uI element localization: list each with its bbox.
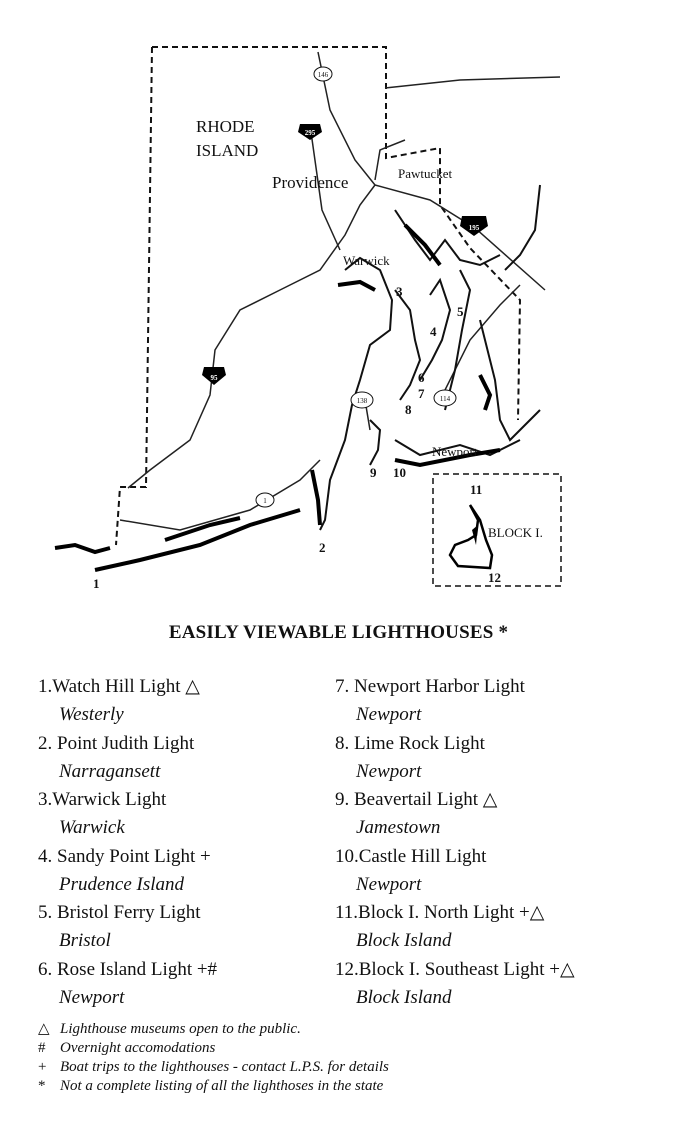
state-label-island: ISLAND <box>196 141 259 160</box>
footnote-text: Boat trips to the lighthouses - contact L.P.S. for details <box>60 1059 389 1075</box>
marker-5: 5 <box>457 304 464 319</box>
svg-text:295: 295 <box>304 129 316 137</box>
lighthouse-entry <box>38 899 217 956</box>
lighthouse-location: Prudence Island <box>59 873 185 895</box>
svg-text:114: 114 <box>439 395 451 403</box>
marker-8: 8 <box>405 402 412 417</box>
svg-text:1: 1 <box>263 497 267 505</box>
marker-3: 3 <box>396 284 403 299</box>
route-114-shield <box>434 390 456 406</box>
lighthouse-entry <box>335 899 575 956</box>
lighthouse-name: 6. Rose Island Light +# <box>38 958 218 980</box>
i95-shield <box>202 367 226 385</box>
lighthouse-location: Bristol <box>59 930 111 951</box>
lighthouse-name: 12.Block I. Southeast Light +△ <box>335 958 575 980</box>
lighthouse-entry <box>335 956 575 1013</box>
state-border <box>116 47 520 545</box>
lighthouse-location: Jamestown <box>356 817 441 838</box>
lighthouse-name: 5. Bristol Ferry Light <box>38 902 201 923</box>
lighthouse-location: Westerly <box>59 704 124 725</box>
marker-6: 6 <box>418 370 425 385</box>
lighthouse-name: 4. Sandy Point Light + <box>38 845 211 867</box>
lighthouse-name: 8. Lime Rock Light <box>335 732 485 754</box>
block-island-shape <box>450 505 492 568</box>
town-label-pawtucket: Pawtucket <box>398 166 453 181</box>
lighthouse-entry <box>335 843 575 900</box>
lighthouse-entry <box>38 843 217 900</box>
footnote-text: Lighthouse museums open to the public. <box>60 1021 301 1037</box>
lighthouse-name: 7. Newport Harbor Light <box>335 676 525 697</box>
lighthouse-location: Newport <box>59 986 125 1008</box>
i295-shield <box>298 124 322 140</box>
marker-1: 1 <box>93 576 100 591</box>
lighthouse-location: Block Island <box>356 986 452 1008</box>
marker-4: 4 <box>430 324 437 339</box>
lighthouse-entry <box>38 730 217 787</box>
town-label-newport: Newport <box>432 444 478 459</box>
svg-text:195: 195 <box>468 224 480 232</box>
svg-text:146: 146 <box>317 71 329 79</box>
lighthouse-entry <box>335 673 575 730</box>
legend-title: EASILY VIEWABLE LIGHTHOUSES * <box>168 622 509 643</box>
town-label-block-island: BLOCK I. <box>488 525 543 540</box>
footnotes <box>38 1020 389 1096</box>
highways <box>120 52 560 530</box>
lighthouse-name: 9. Beavertail Light △ <box>335 789 498 810</box>
footnote <box>38 1058 389 1077</box>
footnote-symbol: + <box>38 1059 47 1075</box>
town-label-warwick: Warwick <box>343 253 390 268</box>
lighthouse-location: Newport <box>356 873 422 895</box>
lighthouse-list-right <box>335 673 575 1012</box>
town-label-providence: Providence <box>272 173 349 192</box>
route-146-shield <box>314 67 332 81</box>
route-138-shield <box>351 392 373 408</box>
footnote-text: Overnight accomodations <box>60 1040 216 1056</box>
lighthouse-name: 11.Block I. North Light +△ <box>335 902 545 923</box>
marker-9: 9 <box>370 465 377 480</box>
svg-text:138: 138 <box>356 397 368 405</box>
lighthouse-name: 2. Point Judith Light <box>38 732 195 754</box>
i195-shield <box>460 216 488 236</box>
marker-11: 11 <box>470 482 483 497</box>
marker-12: 12 <box>488 570 501 585</box>
lighthouse-entry <box>38 956 217 1013</box>
footnote <box>38 1077 389 1096</box>
footnote <box>38 1039 389 1058</box>
lighthouse-name: 3.Warwick Light <box>38 789 167 810</box>
coastline <box>320 185 540 530</box>
footnote-symbol: △ <box>38 1021 50 1037</box>
lighthouse-location: Newport <box>356 704 422 725</box>
footnote <box>38 1020 389 1039</box>
lighthouse-location: Warwick <box>59 817 125 838</box>
footnote-symbol: * <box>38 1078 46 1094</box>
lighthouse-name: 1.Watch Hill Light △ <box>38 676 200 697</box>
lighthouse-entry <box>335 786 575 843</box>
footnote-symbol: # <box>38 1040 46 1056</box>
svg-text:95: 95 <box>210 374 218 382</box>
lighthouse-location: Newport <box>356 760 422 782</box>
lighthouse-entry <box>335 730 575 787</box>
lighthouse-location: Narragansett <box>59 760 161 782</box>
state-label-rhode: RHODE <box>196 117 255 136</box>
lighthouse-entry <box>38 673 217 730</box>
marker-2: 2 <box>319 540 326 555</box>
route-1-shield <box>256 493 274 507</box>
marker-7: 7 <box>418 386 425 401</box>
footnote-text: Not a complete listing of all the lighthoses in the state <box>60 1078 384 1094</box>
lighthouse-name: 10.Castle Hill Light <box>335 845 487 867</box>
lighthouse-location: Block Island <box>356 930 452 951</box>
marker-10: 10 <box>393 465 406 480</box>
lighthouse-entry <box>38 786 217 843</box>
lighthouse-list-left <box>38 673 217 1012</box>
